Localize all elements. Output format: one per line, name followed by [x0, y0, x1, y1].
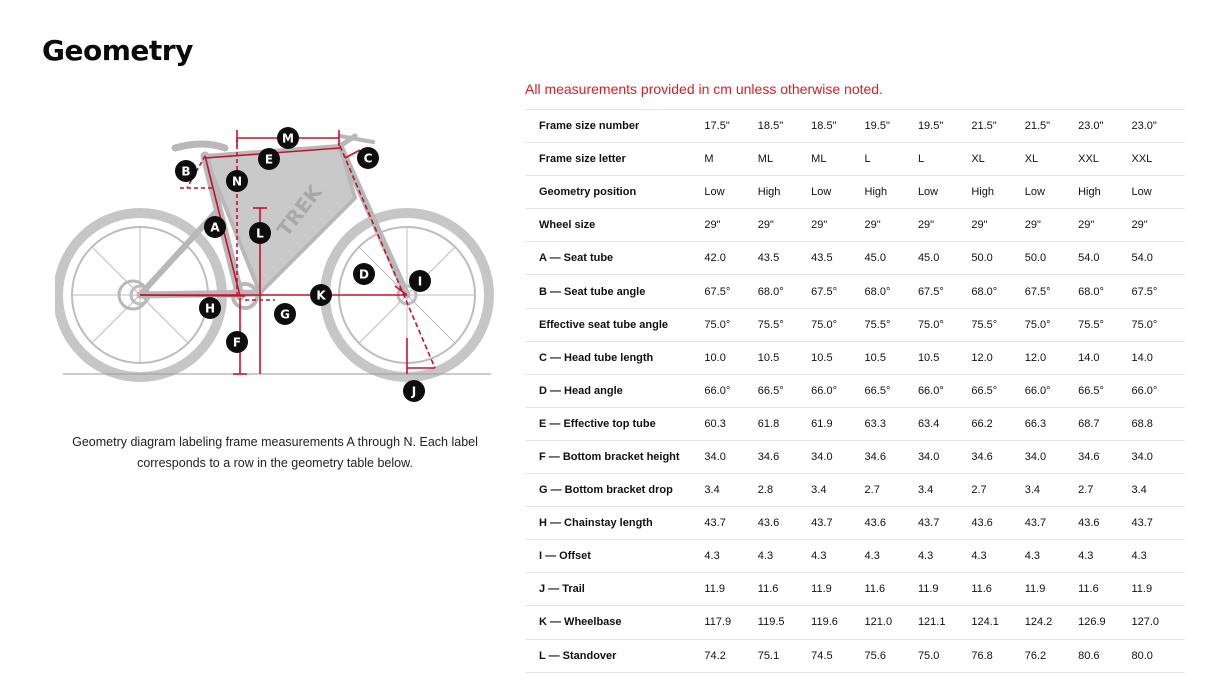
table-cell: High — [865, 176, 918, 209]
row-label: L — Standover — [525, 639, 704, 672]
table-cell: 42.0 — [704, 242, 757, 275]
svg-text:D: D — [359, 267, 369, 282]
table-cell: L — [865, 143, 918, 176]
page-title: Geometry — [42, 34, 193, 67]
table-cell: 74.2 — [704, 639, 757, 672]
table-cell: 43.6 — [971, 507, 1024, 540]
table-cell: 21.5" — [1025, 110, 1078, 143]
table-row — [525, 176, 1185, 209]
marker-l — [249, 222, 271, 244]
table-cell: 34.0 — [918, 440, 971, 473]
table-cell: 11.9 — [811, 573, 864, 606]
table-cell: 75.0° — [918, 308, 971, 341]
table-cell: 29" — [811, 209, 864, 242]
table-cell: Low — [1025, 176, 1078, 209]
table-cell: 66.3 — [1025, 407, 1078, 440]
table-cell: 80.6 — [1078, 639, 1131, 672]
table-cell: ML — [758, 143, 811, 176]
marker-g — [274, 303, 296, 325]
table-cell: 2.7 — [971, 474, 1024, 507]
table-cell: XXL — [1132, 143, 1186, 176]
table-cell: 3.4 — [918, 474, 971, 507]
table-cell: 29" — [1025, 209, 1078, 242]
geometry-table — [525, 109, 1185, 673]
table-cell: 75.6 — [865, 639, 918, 672]
table-cell: 63.4 — [918, 407, 971, 440]
table-cell: 43.7 — [1025, 507, 1078, 540]
table-cell: 18.5" — [811, 110, 864, 143]
table-cell: 68.7 — [1078, 407, 1131, 440]
table-cell: ML — [811, 143, 864, 176]
table-cell: 119.6 — [811, 606, 864, 639]
table-cell: 11.9 — [918, 573, 971, 606]
table-cell: 43.7 — [918, 507, 971, 540]
table-cell: 68.0° — [1078, 275, 1131, 308]
table-row — [525, 507, 1185, 540]
table-cell: 76.8 — [971, 639, 1024, 672]
marker-k — [310, 284, 332, 306]
table-cell: 75.5° — [758, 308, 811, 341]
table-row — [525, 374, 1185, 407]
table-cell: 67.5° — [918, 275, 971, 308]
table-cell: 66.5° — [971, 374, 1024, 407]
table-cell: 29" — [1132, 209, 1186, 242]
table-cell: 34.0 — [1025, 440, 1078, 473]
table-cell: 43.6 — [1078, 507, 1131, 540]
table-cell: 43.7 — [1132, 507, 1186, 540]
table-cell: 66.0° — [704, 374, 757, 407]
row-label: H — Chainstay length — [525, 507, 704, 540]
table-row — [525, 440, 1185, 473]
table-row — [525, 341, 1185, 374]
marker-i — [409, 270, 431, 292]
row-label: Frame size letter — [525, 143, 704, 176]
table-cell: 10.5 — [918, 341, 971, 374]
table-cell: 11.6 — [971, 573, 1024, 606]
table-cell: 23.0" — [1078, 110, 1131, 143]
table-cell: 34.0 — [704, 440, 757, 473]
table-cell: 76.2 — [1025, 639, 1078, 672]
marker-m — [277, 127, 299, 149]
table-cell: 3.4 — [811, 474, 864, 507]
row-label: Wheel size — [525, 209, 704, 242]
table-cell: 43.6 — [865, 507, 918, 540]
marker-a — [204, 216, 226, 238]
table-cell: 23.0" — [1132, 110, 1186, 143]
table-cell: L — [918, 143, 971, 176]
table-cell: 34.6 — [758, 440, 811, 473]
row-label: Geometry position — [525, 176, 704, 209]
table-row — [525, 639, 1185, 672]
svg-text:N: N — [231, 174, 243, 189]
frame-logo: TREK — [272, 180, 327, 242]
table-cell: 121.0 — [865, 606, 918, 639]
table-cell: 54.0 — [1132, 242, 1186, 275]
table-cell: 11.6 — [1078, 573, 1131, 606]
svg-text:B: B — [181, 164, 191, 179]
table-cell: 43.7 — [811, 507, 864, 540]
table-cell: 75.5° — [865, 308, 918, 341]
table-cell: 43.6 — [758, 507, 811, 540]
table-cell: 68.0° — [865, 275, 918, 308]
table-cell: 3.4 — [1132, 474, 1186, 507]
table-row — [525, 407, 1185, 440]
table-cell: 68.0° — [758, 275, 811, 308]
table-cell: 4.3 — [971, 540, 1024, 573]
table-cell: 121.1 — [918, 606, 971, 639]
row-label: Effective seat tube angle — [525, 308, 704, 341]
table-cell: 124.1 — [971, 606, 1024, 639]
row-label: D — Head angle — [525, 374, 704, 407]
table-cell: 75.1 — [758, 639, 811, 672]
table-cell: 67.5° — [1132, 275, 1186, 308]
table-cell: 18.5" — [758, 110, 811, 143]
table-cell: 4.3 — [865, 540, 918, 573]
table-cell: 4.3 — [918, 540, 971, 573]
svg-text:E: E — [264, 152, 274, 167]
marker-b — [175, 160, 197, 182]
table-cell: 2.8 — [758, 474, 811, 507]
row-label: I — Offset — [525, 540, 704, 573]
table-row — [525, 474, 1185, 507]
table-cell: 10.0 — [704, 341, 757, 374]
table-cell: 12.0 — [971, 341, 1024, 374]
table-row — [525, 606, 1185, 639]
table-cell: M — [704, 143, 757, 176]
table-cell: 66.2 — [971, 407, 1024, 440]
table-cell: 10.5 — [758, 341, 811, 374]
table-cell: 34.6 — [865, 440, 918, 473]
table-cell: 127.0 — [1132, 606, 1186, 639]
table-cell: 68.0° — [971, 275, 1024, 308]
bike-illustration — [55, 118, 495, 408]
table-cell: High — [1078, 176, 1131, 209]
table-cell: 119.5 — [758, 606, 811, 639]
table-cell: High — [971, 176, 1024, 209]
marker-h — [199, 297, 221, 319]
units-note: All measurements provided in cm unless otherwise noted. — [525, 81, 883, 97]
table-cell: 3.4 — [1025, 474, 1078, 507]
table-cell: 34.6 — [1078, 440, 1131, 473]
table-cell: 2.7 — [865, 474, 918, 507]
table-cell: 66.0° — [918, 374, 971, 407]
table-cell: 66.5° — [758, 374, 811, 407]
table-cell: 61.8 — [758, 407, 811, 440]
table-cell: 12.0 — [1025, 341, 1078, 374]
table-cell: 60.3 — [704, 407, 757, 440]
marker-e — [258, 148, 280, 170]
row-label: C — Head tube length — [525, 341, 704, 374]
table-cell: 50.0 — [1025, 242, 1078, 275]
table-row — [525, 573, 1185, 606]
table-cell: 124.2 — [1025, 606, 1078, 639]
table-cell: 2.7 — [1078, 474, 1131, 507]
table-cell: 67.5° — [1025, 275, 1078, 308]
table-cell: 66.0° — [1132, 374, 1186, 407]
marker-c — [357, 147, 379, 169]
table-cell: 75.5° — [971, 308, 1024, 341]
table-cell: 75.0° — [704, 308, 757, 341]
table-cell: 67.5° — [704, 275, 757, 308]
table-cell: 54.0 — [1078, 242, 1131, 275]
marker-j — [403, 380, 425, 402]
table-cell: 29" — [1078, 209, 1131, 242]
table-cell: 29" — [758, 209, 811, 242]
table-cell: 14.0 — [1132, 341, 1186, 374]
table-row — [525, 275, 1185, 308]
table-cell: 19.5" — [918, 110, 971, 143]
table-cell: 68.8 — [1132, 407, 1186, 440]
marker-n — [226, 170, 248, 192]
table-cell: 11.9 — [1025, 573, 1078, 606]
row-label: J — Trail — [525, 573, 704, 606]
svg-text:K: K — [316, 288, 326, 303]
table-cell: 66.0° — [1025, 374, 1078, 407]
table-row — [525, 143, 1185, 176]
table-cell: 50.0 — [971, 242, 1024, 275]
table-cell: 61.9 — [811, 407, 864, 440]
geometry-diagram — [55, 118, 495, 408]
marker-f — [226, 331, 248, 353]
table-cell: 4.3 — [1025, 540, 1078, 573]
row-label: G — Bottom bracket drop — [525, 474, 704, 507]
table-cell: 10.5 — [865, 341, 918, 374]
table-cell: 17.5" — [704, 110, 757, 143]
table-cell: 66.5° — [865, 374, 918, 407]
table-cell: 126.9 — [1078, 606, 1131, 639]
table-cell: 75.0 — [918, 639, 971, 672]
svg-text:I: I — [417, 274, 423, 289]
table-row — [525, 540, 1185, 573]
table-cell: XXL — [1078, 143, 1131, 176]
table-cell: Low — [704, 176, 757, 209]
table-cell: 66.0° — [811, 374, 864, 407]
svg-text:H: H — [204, 301, 216, 316]
diagram-caption: Geometry diagram labeling frame measurements A through N. Each label corresponds to a row in the geometry table below. — [72, 435, 478, 470]
table-row — [525, 209, 1185, 242]
svg-text:L: L — [256, 226, 264, 241]
table-row — [525, 308, 1185, 341]
table-cell: 11.6 — [865, 573, 918, 606]
table-cell: 67.5° — [811, 275, 864, 308]
table-cell: 4.3 — [704, 540, 757, 573]
table-cell: 34.6 — [971, 440, 1024, 473]
table-cell: 10.5 — [811, 341, 864, 374]
table-cell: 66.5° — [1078, 374, 1131, 407]
table-cell: 63.3 — [865, 407, 918, 440]
table-row — [525, 110, 1185, 143]
table-cell: 11.9 — [1132, 573, 1186, 606]
row-label: A — Seat tube — [525, 242, 704, 275]
svg-text:G: G — [280, 307, 290, 322]
table-cell: 75.0° — [811, 308, 864, 341]
row-label: K — Wheelbase — [525, 606, 704, 639]
table-cell: 117.9 — [704, 606, 757, 639]
svg-text:A: A — [210, 220, 220, 235]
table-cell: 14.0 — [1078, 341, 1131, 374]
table-cell: 45.0 — [865, 242, 918, 275]
table-cell: 3.4 — [704, 474, 757, 507]
table-cell: 4.3 — [758, 540, 811, 573]
table-cell: 75.5° — [1078, 308, 1131, 341]
table-cell: 19.5" — [865, 110, 918, 143]
svg-text:F: F — [232, 335, 242, 350]
table-cell: 43.5 — [811, 242, 864, 275]
table-cell: 43.5 — [758, 242, 811, 275]
table-cell: XL — [1025, 143, 1078, 176]
table-cell: Low — [918, 176, 971, 209]
table-cell: Low — [811, 176, 864, 209]
svg-text:M: M — [282, 131, 294, 146]
table-cell: Low — [1132, 176, 1186, 209]
table-cell: 80.0 — [1132, 639, 1186, 672]
row-label: E — Effective top tube — [525, 407, 704, 440]
svg-text:C: C — [363, 151, 373, 166]
table-cell: 75.0° — [1025, 308, 1078, 341]
table-cell: 34.0 — [1132, 440, 1186, 473]
table-cell: 34.0 — [811, 440, 864, 473]
marker-d — [353, 263, 375, 285]
table-cell: 45.0 — [918, 242, 971, 275]
table-cell: High — [758, 176, 811, 209]
table-cell: 11.6 — [758, 573, 811, 606]
svg-text:J: J — [411, 384, 417, 399]
table-cell: 29" — [865, 209, 918, 242]
table-row — [525, 242, 1185, 275]
table-cell: 43.7 — [704, 507, 757, 540]
table-cell: XL — [971, 143, 1024, 176]
table-cell: 4.3 — [1078, 540, 1131, 573]
table-cell: 29" — [918, 209, 971, 242]
row-label: B — Seat tube angle — [525, 275, 704, 308]
table-cell: 74.5 — [811, 639, 864, 672]
table-cell: 21.5" — [971, 110, 1024, 143]
table-cell: 4.3 — [811, 540, 864, 573]
row-label: F — Bottom bracket height — [525, 440, 704, 473]
table-cell: 29" — [971, 209, 1024, 242]
table-cell: 11.9 — [704, 573, 757, 606]
table-cell: 29" — [704, 209, 757, 242]
table-cell: 75.0° — [1132, 308, 1186, 341]
table-cell: 4.3 — [1132, 540, 1186, 573]
row-label: Frame size number — [525, 110, 704, 143]
